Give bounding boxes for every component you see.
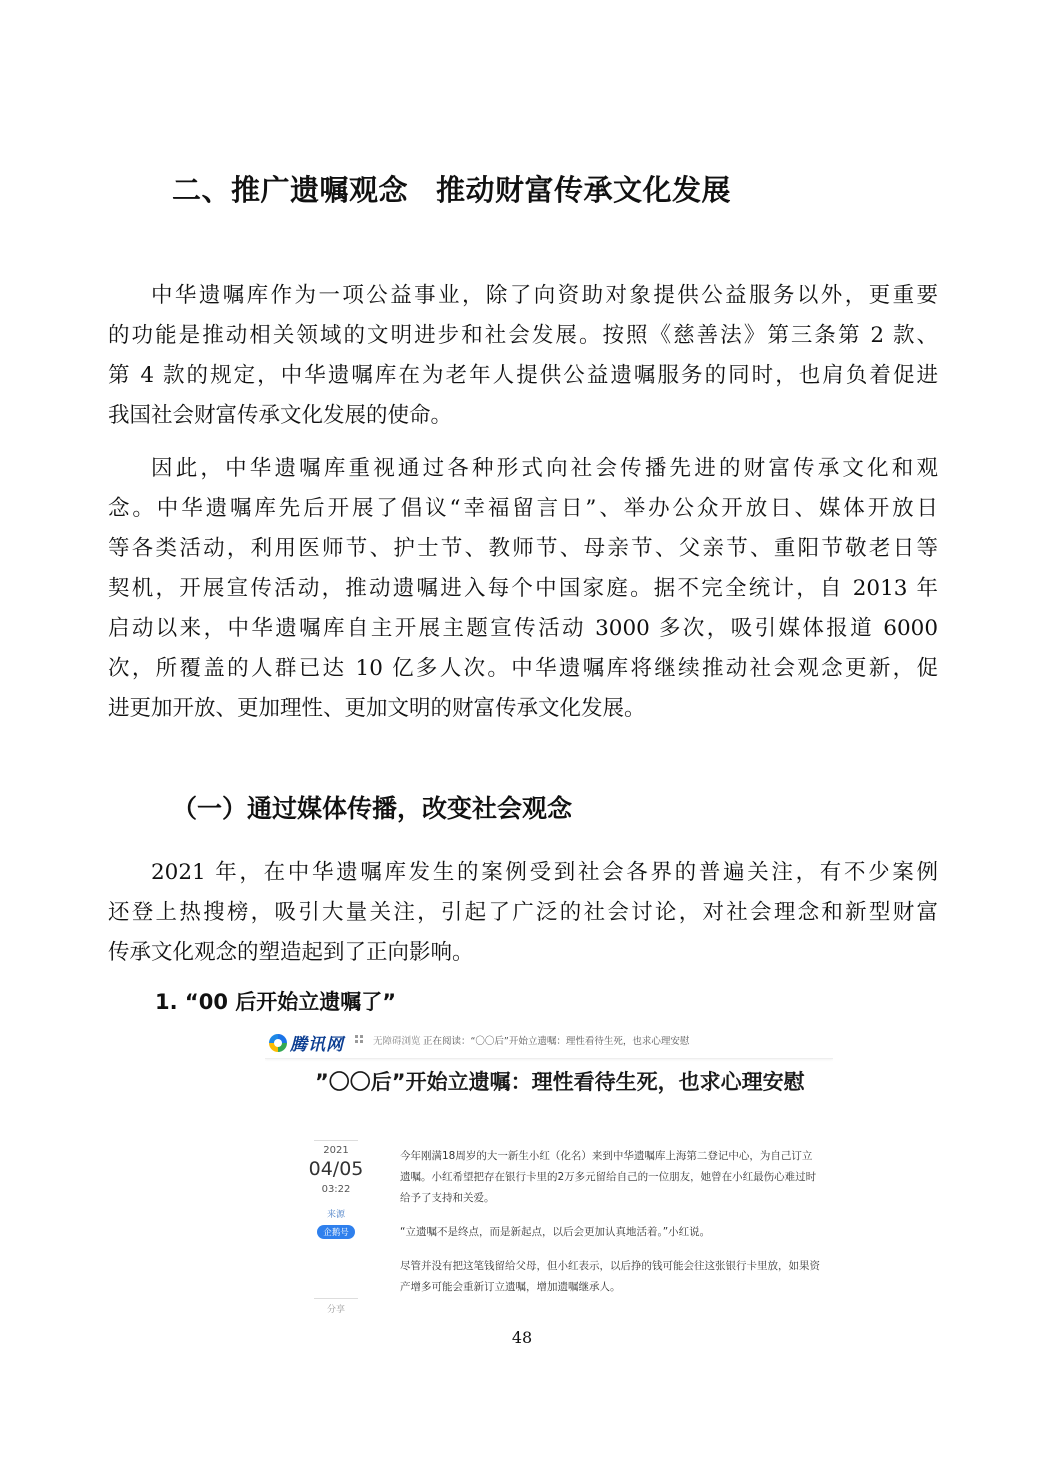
article-paragraph: 尽管并没有把这笔钱留给父母，但小红表示，以后挣的钱可能会往这张银行卡里放，如果资产增多可能会重新订立遗嘱，增加遗嘱继承人。 [400, 1260, 820, 1293]
section-heading-part2: 推动财富传承文化发展 [436, 173, 732, 207]
site-header [265, 1022, 833, 1059]
article-body [400, 1146, 820, 1311]
site-logo[interactable] [269, 1030, 344, 1055]
paragraph-1-line: 的功能是推动相关领域的文明进步和社会发展。按照《慈善法》第三条第 2 款、 [108, 323, 938, 348]
paragraph-1-line: 第 4 款的规定，中华遗嘱库在为老年人提供公益遗嘱服务的同时，也肩负着促进 [108, 363, 938, 388]
paragraph-2-line: 契机，开展宣传活动，推动遗嘱进入每个中国家庭。据不完全统计，自 2013 年 [108, 576, 938, 601]
section-heading [172, 168, 932, 209]
article-paragraph: 今年刚满18周岁的大一新生小红（化名）来到中华遗嘱库上海第二登记中心，为自己订立遗嘱。小红希望把存在银行卡里的2万多元留给自己的一位朋友，她曾在小红最伤心难过时给予了支持和关爱。 [400, 1150, 817, 1204]
article-meta [301, 1140, 371, 1315]
paragraph-2-line: 启动以来，中华遗嘱库自主开展主题宣传活动 3000 多次，吸引媒体报道 6000 [108, 616, 938, 641]
paragraph-3-line: 2021 年，在中华遗嘱库发生的案例受到社会各界的普遍关注，有不少案例 [151, 860, 938, 885]
paragraph-2-line: 因此，中华遗嘱库重视通过各种形式向社会传播先进的财富传承文化和观 [151, 456, 938, 481]
section-heading-part1: 二、推广遗嘱观念 [172, 173, 409, 207]
accessibility-link[interactable]: 无障碍浏览 [373, 1036, 421, 1047]
publish-year: 2021 [314, 1140, 358, 1156]
source-badge[interactable]: 企鹅号 [317, 1225, 355, 1239]
page-number: 48 [511, 1328, 533, 1347]
now-reading-text: 正在阅读：“〇〇后”开始立遗嘱：理性看待生死，也求心理安慰 [423, 1036, 690, 1047]
paragraph-1 [108, 276, 938, 436]
item-heading: 1. “00 后开始立遗嘱了” [155, 990, 397, 1014]
paragraph-1-line: 我国社会财富传承文化发展的使命。 [108, 403, 453, 428]
article-title: ”〇〇后”开始立遗嘱：理性看待生死，也求心理安慰 [315, 1070, 805, 1094]
paragraph-2-line: 念。中华遗嘱库先后开展了倡议“幸福留言日”、举办公众开放日、媒体开放日 [108, 496, 938, 521]
grid-menu-icon[interactable] [355, 1035, 363, 1043]
news-screenshot [265, 1022, 833, 1322]
paragraph-2-line: 进更加开放、更加理性、更加文明的财富传承文化发展。 [108, 696, 646, 721]
paragraph-3 [108, 853, 938, 973]
paragraph-2-line: 等各类活动，利用医师节、护士节、教师节、母亲节、父亲节、重阳节敬老日等 [108, 536, 938, 561]
publish-date: 04/05 [308, 1158, 364, 1180]
publish-time: 03:22 [321, 1184, 351, 1195]
paragraph-3-line: 传承文化观念的塑造起到了正向影响。 [108, 940, 474, 965]
subsection-heading: （一）通过媒体传播，改变社会观念 [172, 794, 573, 823]
paragraph-3-line: 还登上热搜榜，吸引大量关注，引起了广泛的社会讨论，对社会理念和新型财富 [108, 900, 938, 925]
paragraph-1-line: 中华遗嘱库作为一项公益事业，除了向资助对象提供公益服务以外，更重要 [151, 283, 938, 308]
tencent-logo-icon [269, 1034, 287, 1052]
paragraph-2 [108, 449, 938, 729]
share-button[interactable]: 分享 [301, 1298, 371, 1315]
source-label: 来源 [326, 1210, 345, 1220]
site-logo-text: 腾讯网 [290, 1035, 344, 1055]
paragraph-2-line: 次，所覆盖的人群已达 10 亿多人次。中华遗嘱库将继续推动社会观念更新，促 [108, 656, 938, 681]
article-paragraph: “立遗嘱不是终点，而是新起点，以后会更加认真地活着。”小红说。 [400, 1226, 711, 1238]
